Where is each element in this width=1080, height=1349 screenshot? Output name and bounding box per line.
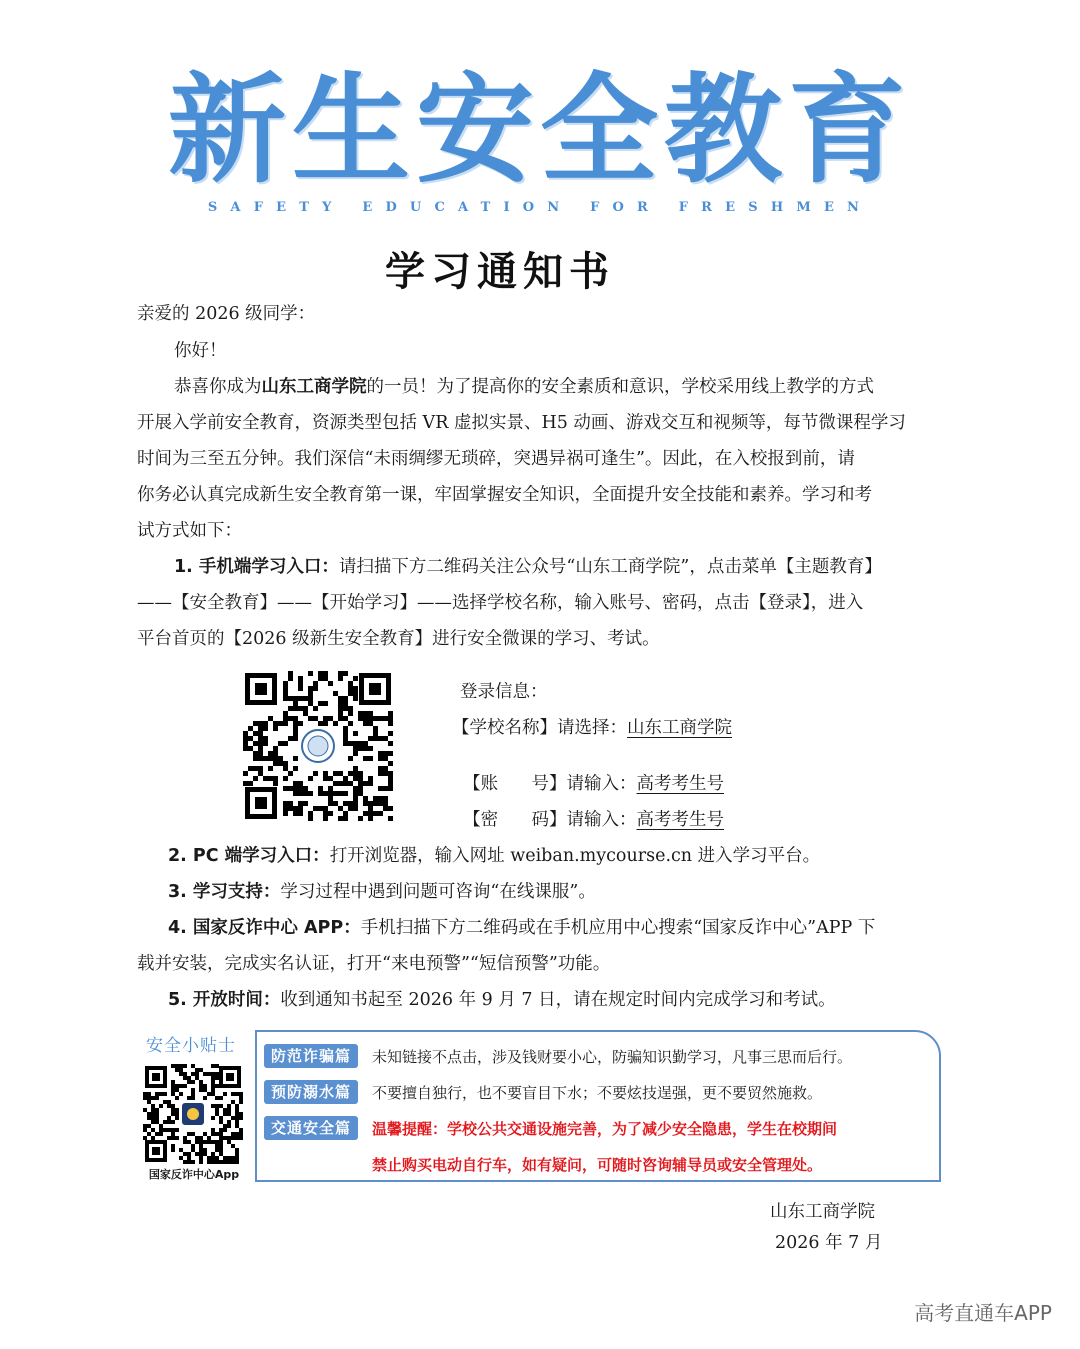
wechat-qr-code[interactable] — [243, 671, 393, 821]
traffic-tip-line-1: 温馨提醒：学校公共交通设施完善，为了减少安全隐患，学生在校期间 — [372, 1120, 838, 1138]
salutation: 亲爱的 2026 级同学： — [137, 304, 316, 324]
item-5-label: 5. 开放时间： — [168, 990, 281, 1010]
anti-fraud-qr-code[interactable] — [143, 1064, 243, 1164]
item-4-line-2: 载并安装，完成实名认证，打开“来电预警”“短信预警”功能。 — [137, 954, 611, 974]
intro-line-3: 时间为三至五分钟。我们深信“未雨绸缪无琐碎，突遇异祸可逢生”。因此，在入校报到前，请 — [137, 449, 855, 469]
tips-label: 安全小贴士 — [146, 1036, 236, 1056]
item-1-line-1: 1. 手机端学习入口：请扫描下方二维码关注公众号“山东工商学院”，点击菜单【主题教育】 — [174, 557, 882, 577]
fraud-tag: 防范诈骗篇 — [264, 1044, 358, 1068]
intro-line-1: 恭喜你成为山东工商学院的一员！为了提高你的安全素质和意识，学校采用线上教学的方式 — [174, 377, 874, 397]
item-5: 5. 开放时间：收到通知书起至 2026 年 9 月 7 日，请在规定时间内完成学习和考试。 — [168, 990, 836, 1010]
item-3: 3. 学习支持：学习过程中遇到问题可咨询“在线课服”。 — [168, 882, 596, 902]
watermark: 高考直通车APP — [914, 1301, 1052, 1325]
item-4-label: 4. 国家反诈中心 APP： — [168, 918, 361, 938]
item-3-label: 3. 学习支持： — [168, 882, 281, 902]
notice-title: 学习通知书 — [385, 249, 615, 295]
anti-fraud-qr-caption: 国家反诈中心App — [148, 1168, 240, 1181]
drown-tag: 预防溺水篇 — [264, 1080, 358, 1104]
item-1-line-2: ——【安全教育】——【开始学习】——选择学校名称，输入账号、密码，点击【登录】，进入 — [137, 593, 864, 613]
poster-title: 新生安全教育 — [167, 60, 912, 199]
item-2: 2. PC 端学习入口：打开浏览器，输入网址 weiban.mycourse.cn 进入学习平台。 — [168, 846, 821, 866]
login-heading: 登录信息： — [460, 682, 548, 702]
item-1-label: 1. 手机端学习入口： — [174, 557, 339, 577]
hello: 你好！ — [174, 341, 227, 361]
signature-date: 2026 年 7 月 — [775, 1233, 883, 1253]
drown-tip: 不要擅自独行，也不要盲目下水；不要炫技逞强，更不要贸然施救。 — [372, 1084, 823, 1102]
school-value: 山东工商学院 — [627, 718, 732, 738]
school-name-bold: 山东工商学院 — [261, 377, 367, 397]
password-value: 高考考生号 — [636, 810, 725, 830]
poster-subtitle: SAFETY EDUCATION FOR FRESHMEN — [207, 200, 873, 215]
traffic-tag: 交通安全篇 — [264, 1116, 358, 1140]
item-2-label: 2. PC 端学习入口： — [168, 846, 330, 866]
signature-org: 山东工商学院 — [770, 1202, 875, 1222]
account-value: 高考考生号 — [636, 774, 725, 794]
login-password-row: 【密 码】请输入：高考考生号 — [463, 810, 725, 830]
item-4-line-1: 4. 国家反诈中心 APP：手机扫描下方二维码或在手机应用中心搜索“国家反诈中心”APP 下 — [168, 918, 876, 938]
intro-line-4: 你务必认真完成新生安全教育第一课，牢固掌握安全知识，全面提升安全技能和素养。学习和考 — [137, 485, 872, 505]
fraud-tip: 未知链接不点击，涉及钱财要小心，防骗知识勤学习，凡事三思而后行。 — [372, 1048, 853, 1066]
login-school-row: 【学校名称】请选择：山东工商学院 — [452, 718, 732, 738]
intro-line-2: 开展入学前安全教育，资源类型包括 VR 虚拟实景、H5 动画、游戏交互和视频等，每节微课程学习 — [137, 413, 906, 433]
login-account-row: 【账 号】请输入：高考考生号 — [463, 774, 725, 794]
traffic-tip-line-2: 禁止购买电动自行车，如有疑问，可随时咨询辅导员或安全管理处。 — [372, 1156, 823, 1174]
item-1-line-3: 平台首页的【2026 级新生安全教育】进行安全微课的学习、考试。 — [137, 629, 660, 649]
intro-line-5: 试方式如下： — [137, 521, 242, 541]
